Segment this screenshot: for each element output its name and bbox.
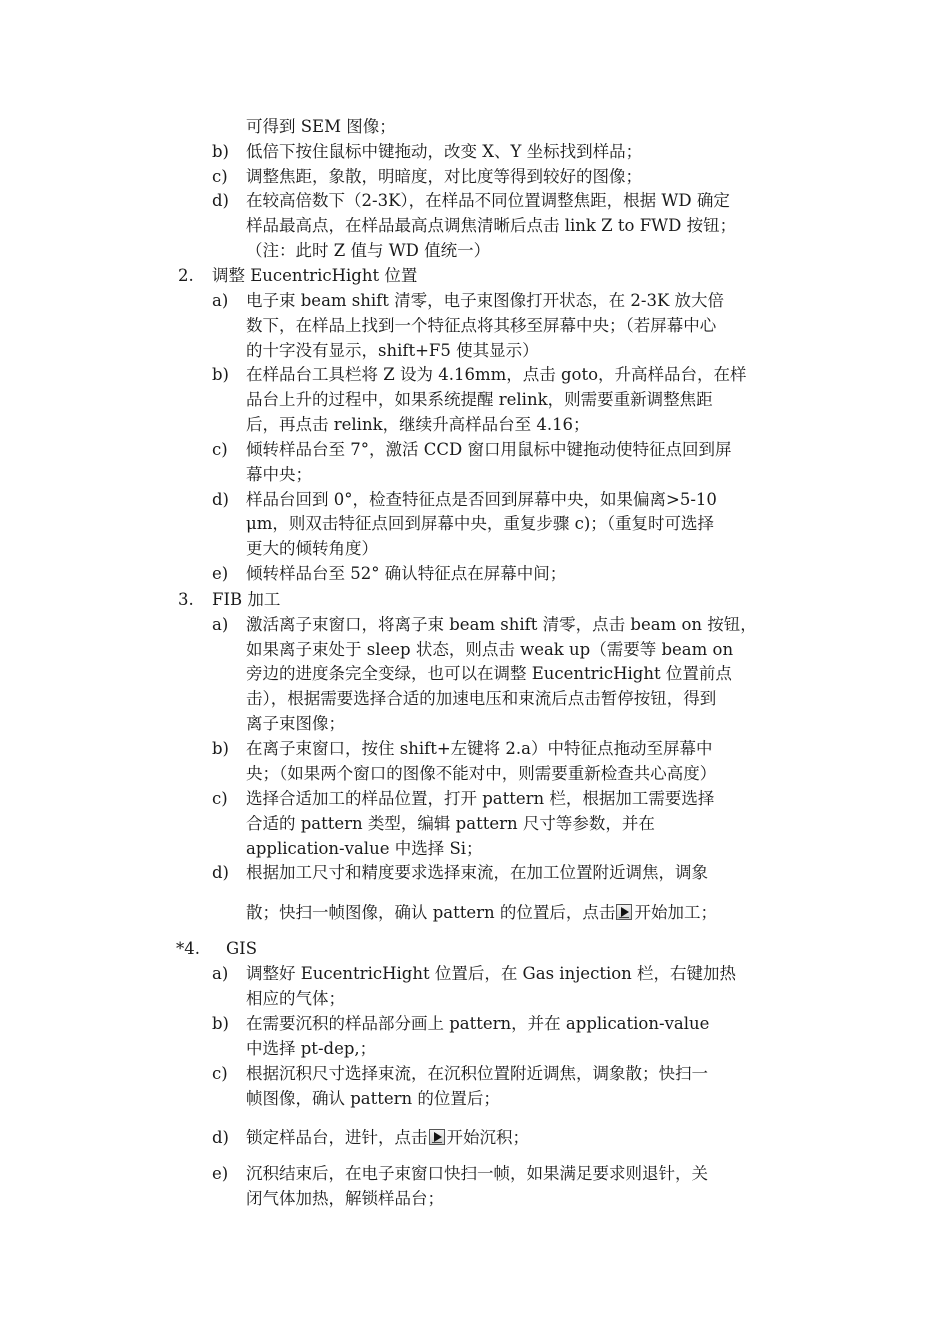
list-marker: d): [212, 191, 229, 210]
text-fragment: 开始加工；: [634, 903, 717, 922]
text-fragment: 锁定样品台，进针，点击: [246, 1128, 428, 1147]
list-marker: c): [212, 440, 228, 459]
text-line: 相应的气体；: [246, 989, 345, 1008]
text-line: 可得到 SEM 图像；: [246, 117, 396, 136]
text-line: 如果离子束处于 sleep 状态，则点击 weak up（需要等 beam on: [246, 640, 734, 659]
text-line-with-icon: [246, 1127, 529, 1149]
text-line: 选择合适加工的样品位置，打开 pattern 栏，根据加工需要选择: [246, 789, 715, 808]
text-line: application-value 中选择 Si；: [246, 839, 483, 858]
text-line: 品台上升的过程中，如果系统提醒 relink，则需要重新调整焦距: [246, 390, 713, 409]
text-line: 低倍下按住鼠标中键拖动，改变 X、Y 坐标找到样品；: [246, 142, 643, 161]
list-marker: a): [212, 615, 229, 634]
text-line: 后，再点击 relink，继续升高样品台至 4.16；: [246, 415, 590, 434]
list-marker: d): [212, 490, 229, 509]
section-heading: FIB 加工: [212, 590, 281, 609]
text-line: 闭气体加热，解锁样品台；: [246, 1189, 444, 1208]
text-line: 合适的 pattern 类型，编辑 pattern 尺寸等参数，并在: [246, 814, 655, 833]
text-fragment: 散；快扫一帧图像，确认 pattern 的位置后，点击: [246, 903, 616, 922]
section-heading: 调整 EucentricHight 位置: [212, 266, 418, 285]
text-line: 电子束 beam shift 清零，电子束图像打开状态，在 2-3K 放大倍: [246, 291, 725, 310]
text-line: 沉积结束后，在电子束窗口快扫一帧，如果满足要求则退针，关: [246, 1164, 708, 1183]
text-line: 击），根据需要选择合适的加速电压和束流后点击暂停按钮，得到: [246, 689, 717, 708]
list-marker: e): [212, 564, 229, 583]
text-fragment: 开始沉积；: [446, 1128, 529, 1147]
text-line: 样品最高点，在样品最高点调焦清晰后点击 link Z to FWD 按钮；: [246, 216, 737, 235]
section-number: *4.: [176, 939, 200, 958]
text-line: 在需要沉积的样品部分画上 pattern，并在 application-value: [246, 1014, 710, 1033]
list-marker: b): [212, 142, 229, 161]
list-marker: c): [212, 1064, 228, 1083]
text-line: （注：此时 Z 值与 WD 值统一）: [246, 241, 491, 260]
text-line: 在离子束窗口，按住 shift+左键将 2.a）中特征点拖动至屏幕中: [246, 739, 713, 758]
play-icon: [616, 904, 632, 920]
text-line: 调整好 EucentricHight 位置后，在 Gas injection 栏，右键加热: [246, 964, 737, 983]
text-line: 样品台回到 0°，检查特征点是否回到屏幕中央，如果偏离>5-10: [246, 490, 717, 509]
text-line: 激活离子束窗口，将离子束 beam shift 清零，点击 beam on 按钮，: [246, 615, 757, 634]
text-line: 央；（如果两个窗口的图像不能对中，则需要重新检查共心高度）: [246, 764, 717, 783]
text-line: 在样品台工具栏将 Z 设为 4.16mm，点击 goto，升高样品台，在样: [246, 365, 747, 384]
list-marker: d): [212, 1128, 229, 1147]
list-marker: c): [212, 789, 228, 808]
list-marker: d): [212, 863, 229, 882]
text-line: 旁边的进度条完全变绿，也可以在调整 EucentricHight 位置前点: [246, 664, 732, 683]
list-marker: b): [212, 365, 229, 384]
text-line: 根据沉积尺寸选择束流，在沉积位置附近调焦，调象散；快扫一: [246, 1064, 708, 1083]
text-line-with-icon: [246, 902, 717, 924]
list-marker: b): [212, 739, 229, 758]
text-line: 调整焦距，象散，明暗度，对比度等得到较好的图像；: [246, 167, 642, 186]
text-line: 的十字没有显示，shift+F5 使其显示）: [246, 341, 539, 360]
text-line: 幕中央；: [246, 465, 312, 484]
text-line: 倾转样品台至 52° 确认特征点在屏幕中间；: [246, 564, 567, 583]
text-line: 更大的倾转角度）: [246, 539, 378, 558]
text-line: 离子束图像；: [246, 714, 345, 733]
text-line: 根据加工尺寸和精度要求选择束流，在加工位置附近调焦，调象: [246, 863, 708, 882]
section-number: 2.: [178, 266, 194, 285]
play-icon: [429, 1129, 445, 1145]
text-line: 倾转样品台至 7°，激活 CCD 窗口用鼠标中键拖动使特征点回到屏: [246, 440, 732, 459]
list-marker: a): [212, 291, 229, 310]
text-line: 帧图像，确认 pattern 的位置后；: [246, 1089, 500, 1108]
section-heading: GIS: [226, 939, 258, 958]
text-line: 中选择 pt-dep,；: [246, 1039, 377, 1058]
list-marker: e): [212, 1164, 229, 1183]
section-number: 3.: [178, 590, 194, 609]
list-marker: b): [212, 1014, 229, 1033]
list-marker: c): [212, 167, 228, 186]
text-line: 在较高倍数下（2-3K），在样品不同位置调整焦距，根据 WD 确定: [246, 191, 730, 210]
list-marker: a): [212, 964, 229, 983]
text-line: 数下，在样品上找到一个特征点将其移至屏幕中央；（若屏幕中心: [246, 316, 717, 335]
text-line: μm，则双击特征点回到屏幕中央，重复步骤 c)；（重复时可选择: [246, 514, 715, 533]
